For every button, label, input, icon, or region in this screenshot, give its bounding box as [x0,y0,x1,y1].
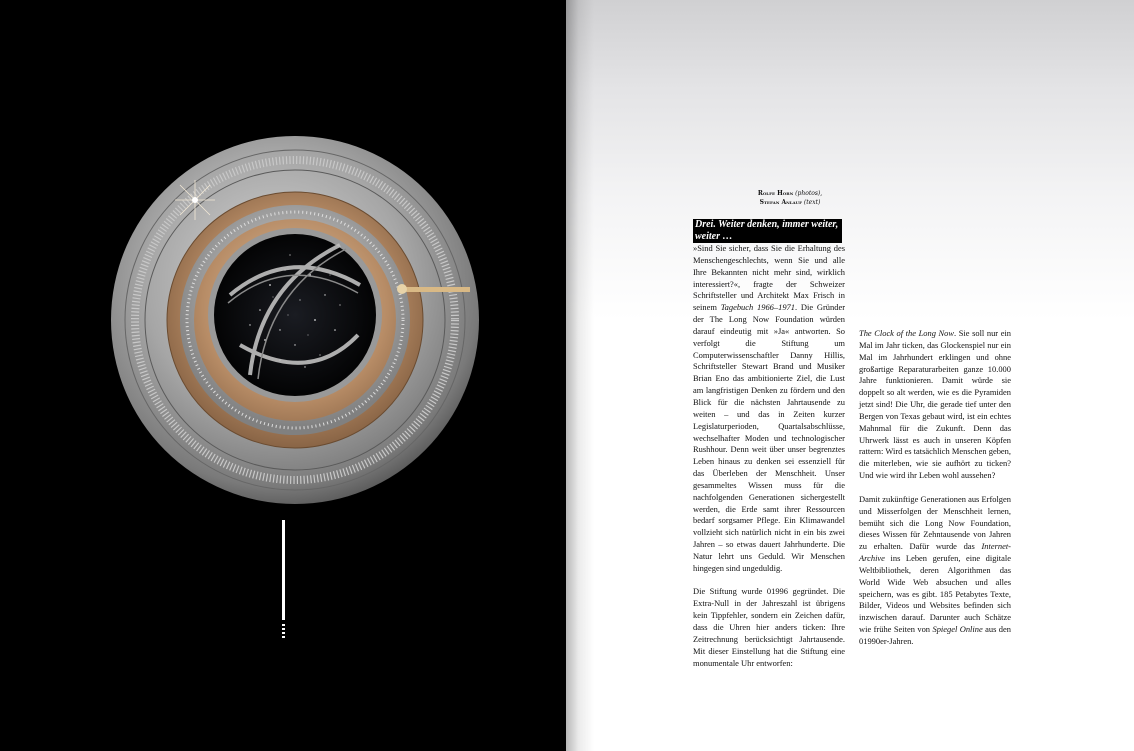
decorative-dotted-line [282,624,285,640]
internet-archive-title: Internet-Archive [859,541,1011,564]
book-title: Tagebuch 1966–1971 [720,302,795,313]
left-page-photo [0,0,566,751]
paragraph-3 [859,328,1011,482]
clock-title: The Clock of the Long Now [859,328,954,338]
page-gutter-shadow [566,0,594,751]
text-column-1 [693,219,845,669]
credits [730,189,850,207]
credit-text [730,198,850,207]
text-column-2 [859,328,1011,648]
credit-text-role: (text) [803,199,821,206]
paragraph-2: Die Stiftung wurde 01996 gegründet. Die Extra-Null in der Jahreszahl ist übrigens kein Tippfehler, sondern ein Zeichen dafür, dass die Uhren hier anders ticken: Ihre Zeitrechnung berücksichtigt Jahrtausende. Mit dieser Einstellung hat die Stiftung eine monumentale Uhr entworfen: [693,586,845,668]
intro-heading: Drei. Weiter denken, immer weiter, weiter … [693,219,842,243]
paragraph-4-text-a: Damit zukünftige Generationen aus Erfolgen und Misserfolgen der Menschheit lernen, bemüht sich die Long Now Foundation, dieses Wissen für Zehntausende von Jahren zu erhalten. Dafür wurde das [859,493,1011,552]
right-page [566,0,1134,751]
paragraph-1 [693,219,845,575]
clock-of-the-long-now-photo [110,135,480,505]
credit-photo-name: Rolfe Horn [757,190,794,197]
credit-text-name: Stefan Anlauf [759,199,802,206]
decorative-vertical-bar [282,520,285,620]
paragraph-1-rest: . Die Gründer der The Long Now Foundation würden darauf eindeutig mit »Ja« antworten. So verfolgt die Stiftung um Computerwissenschaftler Danny Hillis, Schriftsteller Stewart Brand und Musiker Brian Eno das ambitionierte Ziel, die Lust am langfristigen Denken zu fördern und den Blick für die nächsten Jahrtausende zu weiten – und das in Zeiten kurzer Legislaturperioden, Quartalsabschlüsse, wechselhafter Moden und technologischer Rushhour. Denn weit über unser begrenztes Leben hinaus zu denken sei essenziell für das Überleben der Menschheit. Unser gesammeltes Wissen muss für die nachfolgenden Generationen sichergestellt werden, die Erde samt ihrer Ressourcen bedarf sorgsamer Pflege. Ein Klimawandel vollzieht sich natürlich nicht in ein bis zwei Jahren – so etwas dauert Jahrhunderte. Die Natur lehrt uns Geduld. Wir Menschen hingegen sind ungeduldig. [693,302,846,573]
paragraph-4-text-c: aus den 01990er-Jahren. [859,624,1011,646]
paragraph-3-text: . Sie soll nur ein Mal im Jahr ticken, das Glockenspiel nur ein Mal im Jahrhundert erklingen und ohne großartige Reparaturarbeiten ganze 10.000 Jahre funktionieren. Damit würde sie doppelt so alt werden, wie es die Pyramiden jetzt sind! Die Uhr, die gerade tief unter den Bergen von Texas gebaut wird, ist ein echtes Mahnmal für die Zukunft. Denn das Uhrwerk lässt es auch in unseren Köpfen rattern: Wird es tatsächlich Menschen geben, die miterleben, wie sie aufhört zu ticken? Und wie wird ihr Leben wohl aussehen? [859,328,1012,481]
credit-photos [730,189,850,198]
paragraph-4-text-b: ins Leben gerufen, eine digitale Weltbibliothek, deren Algorithmen das World Wide Web absuchen und alles speichern, was es gibt. 185 Petabytes Texte, Bilder, Videos und Websites befinden sich inzwischen darauf. Darunter auch Schätze wie frühe Seiten von [859,553,1011,635]
credit-photo-role: (photos), [795,190,823,197]
spiegel-online-title: Spiegel Online [932,624,983,635]
paragraph-4 [859,494,1011,648]
paragraph-1-text: »Sind Sie sicher, dass Sie die Erhaltung des Menschengeschlechts, wenn Sie und alle Ihre Bekannten nicht mehr sind, wirklich interessiert?«, fragte der Schweizer Schriftsteller und Architekt Max Frisch in seinem [693,243,845,313]
